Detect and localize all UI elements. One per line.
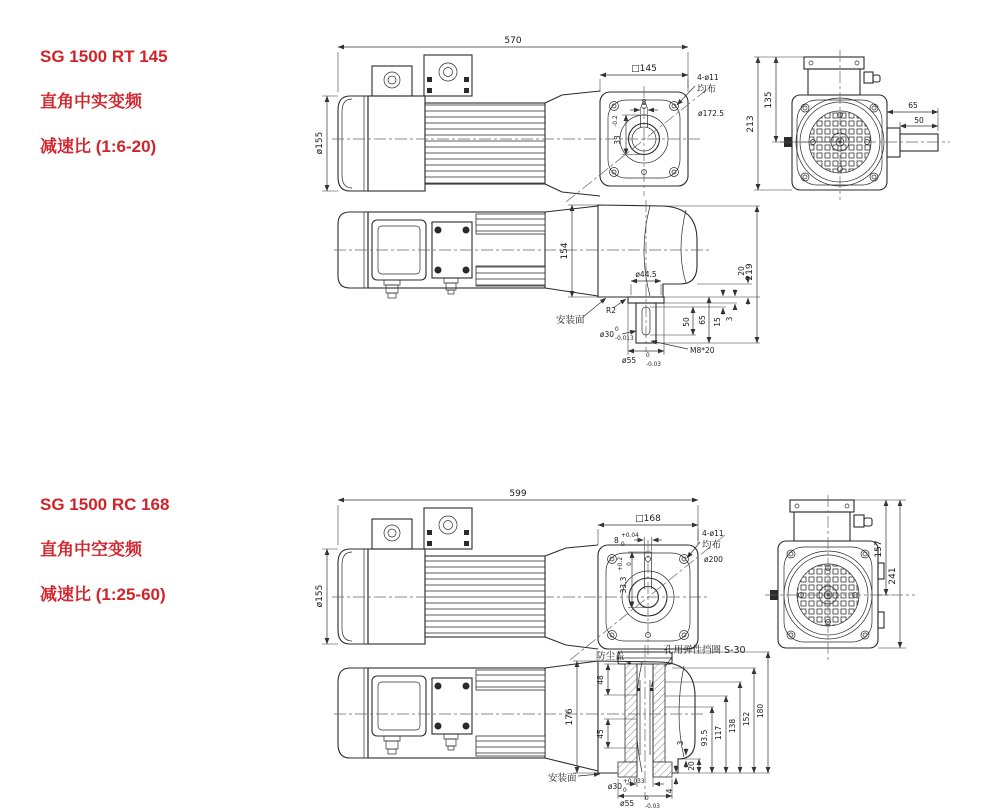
dim-spigot-dia-sub: -0.03	[646, 362, 661, 368]
dim-117: 117	[714, 725, 723, 741]
dim-15: 15	[713, 317, 722, 327]
dim-3: 3	[725, 316, 734, 322]
label-holes-note: 均布	[697, 84, 717, 95]
dim-box-height: 135	[764, 91, 774, 109]
dim-shaft-proj: 65	[908, 101, 918, 110]
dim-gear-height: 154	[560, 242, 570, 260]
dim-bolt-circle: ø200	[704, 555, 723, 564]
dim-shaft-len: 65	[698, 315, 707, 325]
dim-20: 20	[687, 761, 696, 771]
dim-fillet: R2	[606, 306, 616, 315]
label-holes: 4-ø11	[697, 73, 719, 82]
dim-bore-dia: ø30	[607, 782, 622, 791]
dim-face-square: □145	[631, 64, 657, 74]
dim-4: 4	[665, 788, 674, 794]
rc168-side-view	[332, 508, 725, 660]
dim-boss-dia: ø44.5	[635, 270, 657, 279]
dim-180: 180	[756, 703, 765, 719]
dim-key-height: 33.3	[619, 576, 628, 594]
dim-20: 20	[737, 266, 746, 276]
rt145-top-dimensions	[556, 205, 760, 368]
dim-bore-dia-sup: +0.033	[623, 779, 645, 785]
dim-shaft-len-side: 50	[914, 116, 924, 125]
dim-gear-height: 176	[565, 708, 575, 726]
dim-face-square: □168	[635, 514, 661, 524]
dim-motor-dia: ø155	[315, 131, 325, 155]
dim-shaft-dia: ø30	[599, 330, 614, 339]
label-circlip: 孔用弹性挡圈 S-30	[664, 645, 746, 656]
label-mount-face: 安装面	[556, 315, 585, 326]
dim-overall-length: 570	[504, 36, 522, 46]
title-rc168-type: 直角中空变频	[40, 540, 142, 560]
label-holes-note: 均布	[702, 540, 722, 551]
dim-spigot-dia-sub: -0.03	[645, 804, 660, 809]
dim-key-len: 50	[682, 317, 691, 327]
dim-key-width: 8	[641, 98, 647, 107]
label-dust-cover: 防尘盖	[596, 651, 625, 662]
dim-bore-dia-sub: 0	[623, 788, 627, 794]
title-rt145-model: SG 1500 RT 145	[40, 47, 168, 67]
dim-key-width-sup: +0.04	[621, 533, 639, 539]
dim-935: 93.5	[700, 729, 709, 747]
title-rt145-ratio: 减速比 (1:6-20)	[40, 137, 157, 157]
rt145-side-view	[332, 55, 710, 202]
label-mount-face: 安装面	[548, 773, 577, 784]
dim-tap: M8*20	[690, 346, 715, 355]
dim-key-height-sub: 0	[627, 562, 633, 566]
dim-total-depth: 219	[745, 263, 755, 281]
dim-bore-depth-bottom: 45	[596, 729, 605, 739]
dim-key-height: 33	[613, 135, 622, 145]
dim-total-height: 213	[746, 115, 756, 133]
title-rt145-type: 直角中实变频	[40, 92, 142, 112]
dim-138: 138	[728, 718, 737, 734]
dim-box-height: 157	[874, 540, 884, 558]
dim-spigot-dia-sup: 0	[646, 353, 650, 359]
dim-shaft-dia-sub: -0.013	[615, 336, 634, 342]
rc168-top-view	[334, 645, 705, 800]
title-rc168-model: SG 1500 RC 168	[40, 495, 170, 515]
label-holes: 4-ø11	[702, 529, 724, 538]
dim-spigot-dia: ø55	[620, 799, 635, 808]
dim-total-height: 241	[888, 567, 898, 585]
dim-spigot-dia: ø55	[622, 356, 637, 365]
dim-3: 3	[676, 740, 685, 746]
dim-motor-dia: ø155	[315, 584, 325, 608]
dim-key-width: 8	[614, 536, 619, 545]
rt145-end-view	[780, 50, 950, 200]
dim-shaft-dia-sup: 0	[615, 327, 619, 333]
dim-bore-depth-top: 48	[596, 675, 605, 685]
dim-key-height-sup: +0.2	[618, 556, 624, 572]
dim-key-width-sub: 0	[621, 542, 625, 548]
dim-152: 152	[742, 711, 751, 727]
dim-key-height-tol: -0.2	[613, 115, 619, 127]
title-rc168-ratio: 减速比 (1:25-60)	[40, 585, 166, 605]
dim-bolt-circle: ø172.5	[698, 109, 725, 118]
dim-spigot-dia-sup: 0	[645, 796, 649, 802]
dim-overall-length: 599	[509, 489, 527, 499]
